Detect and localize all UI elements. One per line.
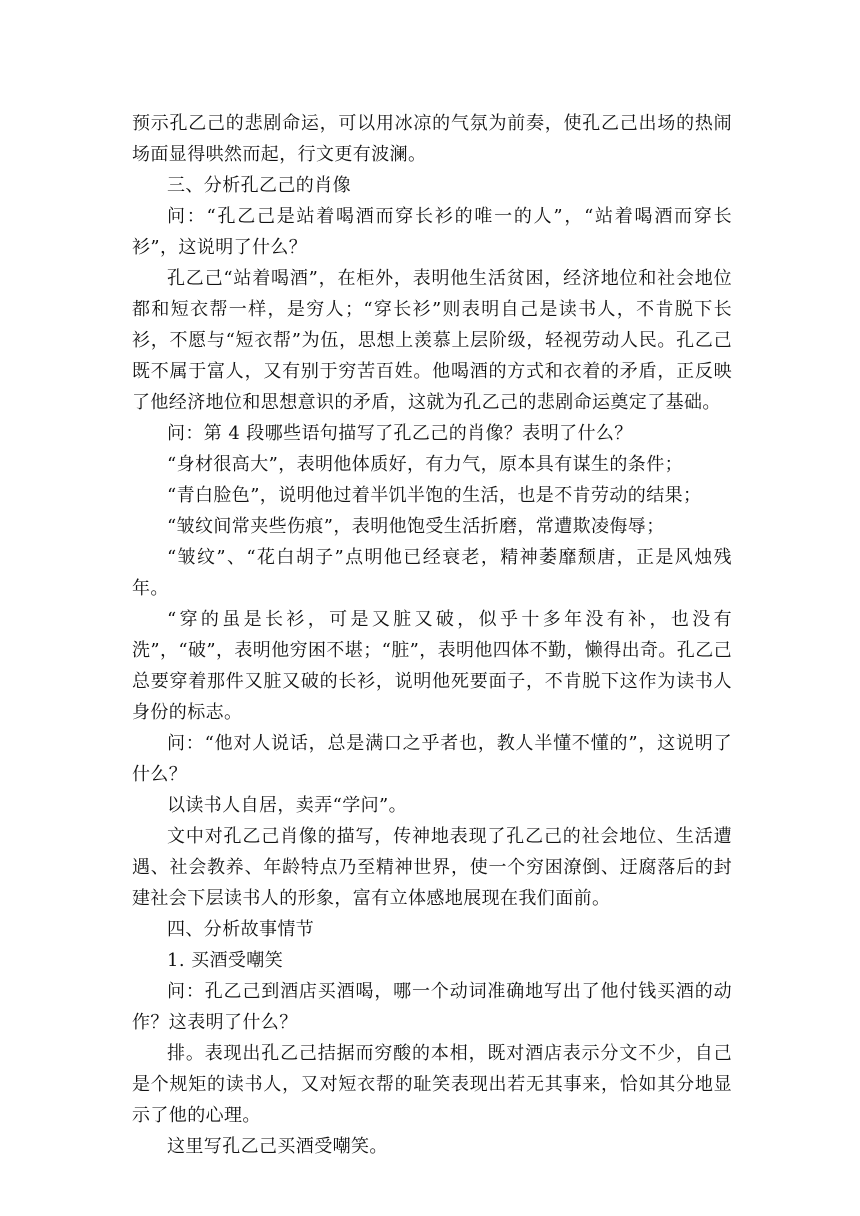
portrait-summary: 文中对孔乙己肖像的描写，传神地表现了孔乙己的社会地位、生活遭遇、社会教养、年龄特点乃至精神世界，使一个穷困潦倒、迂腐落后的封建社会下层读书人的形象，富有立体感地展现在我们面前。 <box>132 826 732 909</box>
question-long-gown: 问：“孔乙己是站着喝酒而穿长衫的唯一的人”，“站着喝酒而穿长衫”，这说明了什么？ <box>132 206 732 258</box>
answer-pale-face: “青白脸色”，说明他过着半饥半饱的生活，也是不肯劳动的结果； <box>167 485 702 506</box>
answer-tall-body: “身材很高大”，表明他体质好，有力气，原本具有谋生的条件； <box>167 454 684 475</box>
buy-wine-summary: 这里写孔乙己买酒受嘲笑。 <box>167 1136 388 1157</box>
document-page <box>132 108 732 1162</box>
section-heading-portrait: 三、分析孔乙己的肖像 <box>167 175 351 196</box>
answer-dirty-gown: “穿的虽是长衫，可是又脏又破，似乎十多年没有补，也没有洗”，“破”，表明他穷困不堪；“脏”，表明他四体不勤，懒得出奇。孔乙己总要穿着那件又脏又破的长衫，说明他死要面子，不肯脱下这作为读书人身份的标志。 <box>132 609 733 723</box>
question-verb: 问：孔乙己到酒店买酒喝，哪一个动词准确地写出了他付钱买酒的动作？这表明了什么？ <box>132 981 732 1033</box>
question-speech: 问：“他对人说话，总是满口之乎者也，教人半懂不懂的”，这说明了什么？ <box>132 733 732 785</box>
answer-scars: “皱纹间常夹些伤痕”，表明他饱受生活折磨，常遭欺凌侮辱； <box>167 516 665 537</box>
question-paragraph-four: 问：第 4 段哪些语句描写了孔乙己的肖像？表明了什么？ <box>167 423 633 444</box>
answer-long-gown: 孔乙己“站着喝酒”，在柜外，表明他生活贫困，经济地位和社会地位都和短衣帮一样，是穷人；“穿长衫”则表明自己是读书人，不肯脱下长衫，不愿与“短衣帮”为伍，思想上羡慕上层阶级，轻视劳动人民。孔乙己既不属于富人，又有别于穷苦百姓。他喝酒的方式和衣着的矛盾，正反映了他经济地位和思想意识的矛盾，这就为孔乙己的悲剧命运奠定了基础。 <box>132 268 732 413</box>
answer-verb: 排。表现出孔乙己拮据而穷酸的本相，既对酒店表示分文不少，自己是个规矩的读书人，又对短衣帮的耻笑表现出若无其事来，恰如其分地显示了他的心理。 <box>132 1043 732 1126</box>
answer-wrinkles-beard: “皱纹”、“花白胡子”点明他已经衰老，精神萎靡颓唐，正是风烛残年。 <box>132 547 732 599</box>
subsection-heading-buy-wine: 1. 买酒受嘲笑 <box>167 950 284 971</box>
section-heading-plot: 四、分析故事情节 <box>167 919 315 940</box>
answer-speech: 以读书人自居，卖弄“学问”。 <box>167 795 408 816</box>
paragraph-intro-continuation: 预示孔乙己的悲剧命运，可以用冰凉的气氛为前奏，使孔乙己出场的热闹场面显得哄然而起，行文更有波澜。 <box>132 113 732 165</box>
